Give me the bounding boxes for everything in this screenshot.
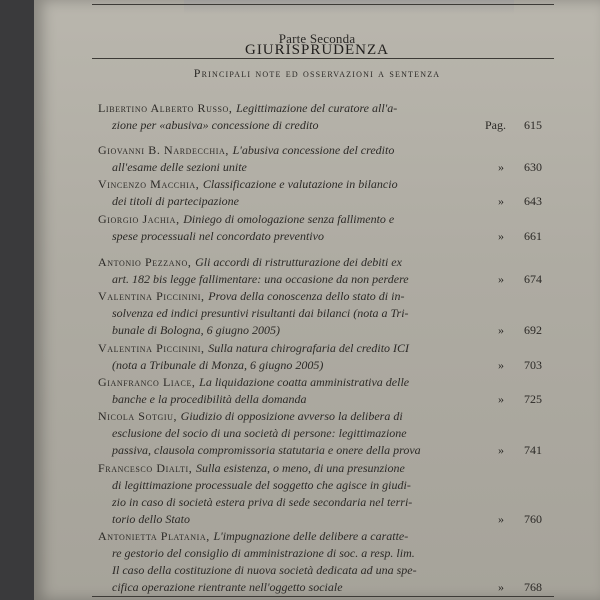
entry-author: Giorgio Jachia,: [98, 212, 184, 226]
page-marker: »: [498, 512, 504, 526]
toc-entry: [98, 340, 546, 374]
entry-author: Nicola Sotgiu,: [98, 409, 181, 423]
page-number: 692: [524, 323, 542, 337]
page-marker: »: [498, 229, 504, 243]
page-number: 615: [524, 118, 542, 132]
entry-line: [98, 408, 546, 425]
toc-entry: [98, 528, 546, 596]
bottom-rule: [92, 596, 554, 597]
entry-title: Giudizio di opposizione avverso la delibera di: [180, 409, 403, 423]
entry-title: Legittimazione del curatore all'a-: [236, 101, 398, 115]
page-number: 725: [524, 392, 542, 406]
entry-line: [98, 477, 546, 494]
toc-entry: [98, 176, 546, 210]
toc-entry: [98, 408, 546, 459]
entry-line: [98, 357, 546, 374]
entry-title: Sulla natura chirografaria del credito ICI: [208, 341, 410, 355]
entry-line: [98, 254, 546, 271]
entry-author: Vincenzo Macchia,: [98, 177, 203, 191]
entry-title: all'esame delle sezioni unite: [112, 160, 247, 174]
entry-title: banche e la procedibilità della domanda: [112, 392, 307, 406]
entry-title: solvenza ed indici presuntivi risultanti dai bilanci (nota a Tri-: [112, 306, 409, 320]
part-label: Parte Seconda: [278, 31, 356, 46]
entry-line: [98, 528, 546, 545]
entry-author: Antonio Pezzano,: [98, 255, 196, 269]
entry-line: [98, 100, 546, 117]
entry-author: Valentina Piccinini,: [98, 289, 209, 303]
page-number: 768: [524, 580, 542, 594]
entry-line: [98, 511, 546, 528]
entry-line: [98, 288, 546, 305]
entry-title: L'impugnazione delle delibere a caratte-: [213, 529, 409, 543]
page-marker: »: [498, 160, 504, 174]
page-marker: »: [498, 272, 504, 286]
entry-title: re gestorio del consiglio di amministrazione di soc. a resp. lim.: [112, 546, 415, 560]
page-number: 703: [524, 358, 542, 372]
top-rule: [92, 4, 554, 5]
page-marker: »: [498, 194, 504, 208]
entry-title: Il caso della costituzione di nuova società dedicata ad una spe-: [112, 563, 417, 577]
page-number: 643: [524, 194, 542, 208]
entry-line: [98, 562, 546, 579]
entry-line: [98, 176, 546, 193]
toc-entry: [98, 288, 546, 339]
entry-title: cifica operazione rientrante nell'oggetto sociale: [112, 580, 343, 594]
entry-title: art. 182 bis legge fallimentare: una occasione da non perdere: [112, 272, 409, 286]
page-number: 760: [524, 512, 542, 526]
entry-author: Valentina Piccinini,: [98, 341, 209, 355]
entry-title: dei titoli di partecipazione: [112, 194, 239, 208]
entry-title: esclusione del socio di una società di persone: legittimazione: [112, 426, 407, 440]
entry-line: [98, 305, 546, 322]
toc-entry: [98, 254, 546, 288]
page-marker: »: [498, 358, 504, 372]
page-number: 741: [524, 443, 542, 457]
page-marker: »: [498, 323, 504, 337]
entry-title: spese processuali nel concordato preventivo: [112, 229, 324, 243]
entry-author: Libertino Alberto Russo,: [98, 101, 237, 115]
entry-title: La liquidazione coatta amministrativa delle: [199, 375, 410, 389]
page-number: 630: [524, 160, 542, 174]
toc-entry: [98, 142, 546, 176]
page-number: 674: [524, 272, 542, 286]
entry-line: [98, 159, 546, 176]
entry-title: Sulla esistenza, o meno, di una presunzione: [195, 461, 405, 475]
header-rule: [92, 58, 554, 59]
toc-entry: [98, 460, 546, 528]
entry-line: [98, 374, 546, 391]
entry-line: [98, 442, 546, 459]
entry-title: L'abusiva concessione del credito: [232, 143, 395, 157]
book-page: [34, 0, 600, 600]
entry-line: [98, 579, 546, 596]
entry-line: [98, 460, 546, 477]
entry-line: [98, 193, 546, 210]
entry-author: Gianfranco Liace,: [98, 375, 200, 389]
entry-line: [98, 271, 546, 288]
entry-author: Francesco Dialti,: [98, 461, 196, 475]
entry-title: bunale di Bologna, 6 giugno 2005): [112, 323, 280, 337]
entry-line: [98, 117, 546, 134]
toc-entry: [98, 374, 546, 408]
entry-line: [98, 340, 546, 357]
entry-line: [98, 211, 546, 228]
entry-line: [98, 142, 546, 159]
entry-title: passiva, clausola compromissoria statutaria e onere della prova: [112, 443, 421, 457]
entry-title: zione per «abusiva» concessione di credito: [112, 118, 319, 132]
show-through-text: [184, 0, 514, 14]
toc-entry: [98, 100, 546, 134]
entry-line: [98, 425, 546, 442]
page-marker: »: [498, 392, 504, 406]
entry-title: Diniego di omologazione senza fallimento e: [183, 212, 395, 226]
entry-title: zio in caso di società estera priva di sede secondaria nel terri-: [112, 495, 413, 509]
entry-title: Classificazione e valutazione in bilancio: [202, 177, 398, 191]
entry-line: [98, 228, 546, 245]
entry-title: Gli accordi di ristrutturazione dei debiti ex: [195, 255, 402, 269]
entry-author: Antonietta Platania,: [98, 529, 214, 543]
page-marker: »: [498, 443, 504, 457]
page-title: GIURISPRUDENZA: [244, 42, 389, 58]
page-marker: Pag.: [485, 118, 506, 132]
entry-line: [98, 494, 546, 511]
entry-line: [98, 391, 546, 408]
entry-author: Giovanni B. Nardecchia,: [98, 143, 233, 157]
entry-title: (nota a Tribunale di Monza, 6 giugno 2005): [112, 358, 324, 372]
entry-title: Prova della conoscenza dello stato di in-: [208, 289, 405, 303]
entry-line: [98, 322, 546, 339]
section-heading: Principali note ed osservazioni a sentenza: [193, 66, 441, 80]
entry-line: [98, 545, 546, 562]
page-marker: »: [498, 580, 504, 594]
entry-title: torio dello Stato: [112, 512, 190, 526]
page-number: 661: [524, 229, 542, 243]
toc-entry: [98, 211, 546, 245]
entry-title: di legittimazione processuale del soggetto che agisce in giudi-: [112, 478, 411, 492]
